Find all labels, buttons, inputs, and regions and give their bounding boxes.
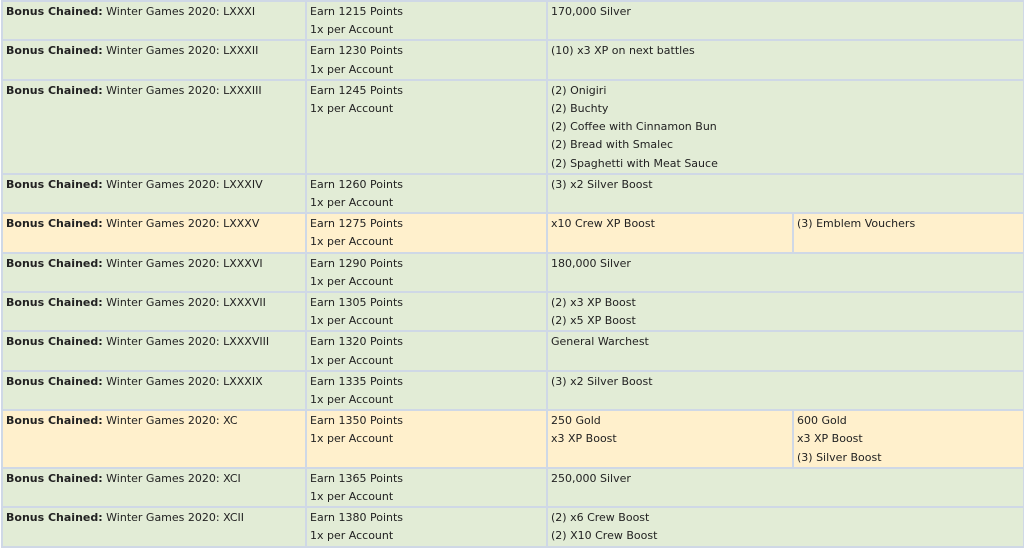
table-row <box>2 507 1024 546</box>
reward-cell <box>547 292 1024 331</box>
table-row <box>2 292 1024 331</box>
mission-requirement-cell <box>306 253 547 292</box>
reward-cell <box>547 410 793 468</box>
account-limit: 1x per Account <box>310 235 394 249</box>
reward-cell <box>547 371 1024 410</box>
mission-name: Winter Games 2020: XC <box>106 414 238 428</box>
reward-cell <box>547 507 1024 546</box>
reward-item: 170,000 Silver <box>551 5 631 18</box>
reward-item: (2) Coffee with Cinnamon Bun <box>551 120 717 134</box>
mission-name-cell <box>2 410 306 468</box>
reward-cell <box>547 1 1024 40</box>
alternate-reward-item: (3) Silver Boost <box>797 450 882 464</box>
mission-name: Winter Games 2020: LXXXVII <box>106 296 266 310</box>
alternate-reward-cell <box>793 213 1024 252</box>
mission-name-cell <box>2 507 306 546</box>
table-row <box>2 331 1024 370</box>
mission-requirement-cell <box>306 40 547 79</box>
points-requirement: Earn 1335 Points <box>310 374 404 388</box>
reward-cell <box>547 40 1024 79</box>
account-limit: 1x per Account <box>310 62 394 76</box>
mission-prefix: Bonus Chained: <box>6 335 103 349</box>
mission-name-cell <box>2 371 306 410</box>
account-limit: 1x per Account <box>310 353 394 367</box>
table-row <box>2 371 1024 410</box>
points-requirement: Earn 1275 Points <box>310 217 404 231</box>
mission-prefix: Bonus Chained: <box>6 217 103 231</box>
mission-prefix: Bonus Chained: <box>6 414 103 428</box>
mission-name-cell <box>2 468 306 507</box>
points-requirement: Earn 1320 Points <box>310 335 404 349</box>
points-requirement: Earn 1365 Points <box>310 471 404 485</box>
mission-requirement-cell <box>306 292 547 331</box>
table-row <box>2 213 1024 252</box>
mission-requirement-cell <box>306 410 547 468</box>
table-row <box>2 40 1024 79</box>
reward-item: (2) Spaghetti with Meat Sauce <box>551 156 718 170</box>
mission-name: Winter Games 2020: LXXXVI <box>106 256 263 270</box>
reward-cell <box>547 253 1024 292</box>
account-limit: 1x per Account <box>310 274 394 288</box>
alternate-reward-cell <box>793 410 1024 468</box>
points-requirement: Earn 1260 Points <box>310 177 404 191</box>
mission-name: Winter Games 2020: XCI <box>106 471 241 485</box>
reward-item: (2) Onigiri <box>551 83 607 97</box>
alternate-reward-item: x3 XP Boost <box>797 432 863 446</box>
account-limit: 1x per Account <box>310 196 394 210</box>
reward-cell <box>547 80 1024 174</box>
reward-item: 250,000 Silver <box>551 471 631 485</box>
mission-name: Winter Games 2020: LXXXII <box>106 44 259 58</box>
mission-name-cell <box>2 174 306 213</box>
mission-name: Winter Games 2020: LXXXV <box>106 217 260 231</box>
points-requirement: Earn 1245 Points <box>310 83 404 97</box>
reward-item: x10 Crew XP Boost <box>551 217 655 231</box>
table-row <box>2 253 1024 292</box>
account-limit: 1x per Account <box>310 23 394 37</box>
table-row <box>2 1 1024 40</box>
mission-requirement-cell <box>306 371 547 410</box>
reward-item: General Warchest <box>551 335 649 349</box>
mission-name-cell <box>2 292 306 331</box>
mission-requirement-cell <box>306 468 547 507</box>
reward-cell <box>547 468 1024 507</box>
mission-prefix: Bonus Chained: <box>6 374 103 388</box>
missions-table <box>1 0 1024 548</box>
alternate-reward-item: (3) Emblem Vouchers <box>797 217 916 231</box>
mission-prefix: Bonus Chained: <box>6 83 103 97</box>
mission-prefix: Bonus Chained: <box>6 44 103 58</box>
points-requirement: Earn 1305 Points <box>310 296 404 310</box>
account-limit: 1x per Account <box>310 432 394 446</box>
mission-name: Winter Games 2020: LXXXIV <box>106 177 263 191</box>
reward-cell <box>547 174 1024 213</box>
account-limit: 1x per Account <box>310 314 394 328</box>
table-row <box>2 80 1024 174</box>
mission-name-cell <box>2 331 306 370</box>
points-requirement: Earn 1290 Points <box>310 256 404 270</box>
table-row <box>2 174 1024 213</box>
reward-item: (2) X10 Crew Boost <box>551 529 658 543</box>
reward-cell <box>547 213 793 252</box>
reward-item: (2) Bread with Smalec <box>551 138 674 152</box>
reward-cell <box>547 331 1024 370</box>
reward-item: x3 XP Boost <box>551 432 617 446</box>
mission-name-cell <box>2 80 306 174</box>
mission-prefix: Bonus Chained: <box>6 177 103 191</box>
points-requirement: Earn 1230 Points <box>310 44 404 58</box>
account-limit: 1x per Account <box>310 529 394 543</box>
reward-item: (3) x2 Silver Boost <box>551 177 653 191</box>
reward-item: (2) x5 XP Boost <box>551 314 636 328</box>
mission-requirement-cell <box>306 80 547 174</box>
mission-name-cell <box>2 1 306 40</box>
missions-table-body <box>2 1 1024 547</box>
mission-name-cell <box>2 253 306 292</box>
mission-name: Winter Games 2020: LXXXVIII <box>106 335 270 349</box>
reward-item: (10) x3 XP on next battles <box>551 44 695 58</box>
mission-requirement-cell <box>306 1 547 40</box>
mission-name-cell <box>2 213 306 252</box>
reward-item: 180,000 Silver <box>551 256 631 270</box>
reward-item: (2) x6 Crew Boost <box>551 511 650 525</box>
reward-item: (3) x2 Silver Boost <box>551 374 653 388</box>
mission-name-cell <box>2 40 306 79</box>
mission-prefix: Bonus Chained: <box>6 471 103 485</box>
account-limit: 1x per Account <box>310 102 394 116</box>
alternate-reward-item: 600 Gold <box>797 414 847 428</box>
points-requirement: Earn 1350 Points <box>310 414 404 428</box>
table-row <box>2 410 1024 468</box>
mission-name: Winter Games 2020: LXXXI <box>106 5 256 18</box>
reward-item: 250 Gold <box>551 414 601 428</box>
reward-item: (2) Buchty <box>551 102 609 116</box>
mission-requirement-cell <box>306 331 547 370</box>
mission-name: Winter Games 2020: LXXXIII <box>106 83 262 97</box>
mission-prefix: Bonus Chained: <box>6 296 103 310</box>
account-limit: 1x per Account <box>310 393 394 407</box>
mission-requirement-cell <box>306 507 547 546</box>
mission-requirement-cell <box>306 213 547 252</box>
mission-name: Winter Games 2020: LXXXIX <box>106 374 263 388</box>
table-row <box>2 468 1024 507</box>
mission-prefix: Bonus Chained: <box>6 511 103 525</box>
mission-prefix: Bonus Chained: <box>6 256 103 270</box>
mission-name: Winter Games 2020: XCII <box>106 511 244 525</box>
points-requirement: Earn 1215 Points <box>310 5 404 18</box>
account-limit: 1x per Account <box>310 490 394 504</box>
mission-requirement-cell <box>306 174 547 213</box>
mission-prefix: Bonus Chained: <box>6 5 103 18</box>
reward-item: (2) x3 XP Boost <box>551 296 636 310</box>
points-requirement: Earn 1380 Points <box>310 511 404 525</box>
